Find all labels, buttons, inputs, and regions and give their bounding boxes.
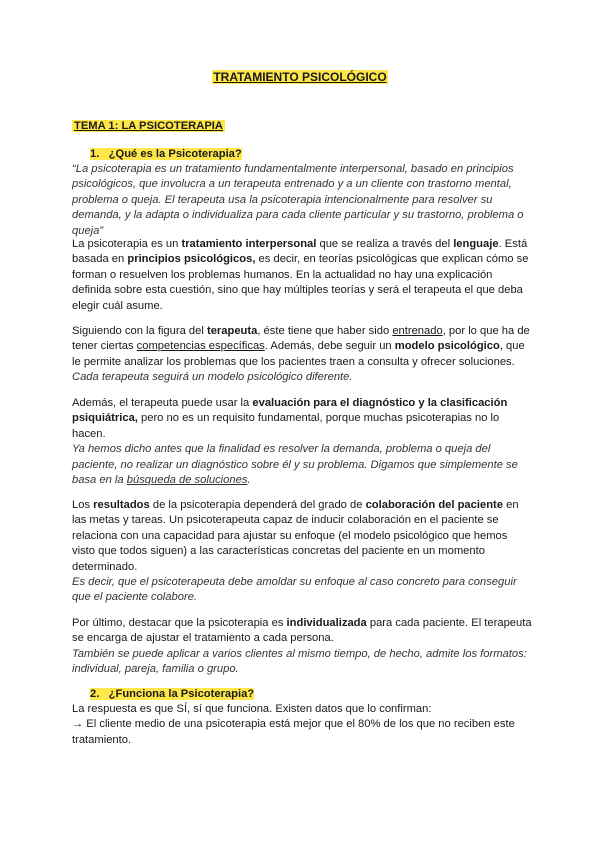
section-2-paragraph: La respuesta es que SÍ, sí que funciona. Existen datos que lo confirman: → El cliente medio de una psicoterapia está mejor que el 80% de los que no reciben este tratamiento. [72, 703, 515, 746]
section-2-heading: 2. ¿Funciona la Psicoterapia? [90, 688, 255, 700]
paragraph-3-note: Ya hemos dicho antes que la finalidad es resolver la demanda, problema o queja del paciente, no realizar un diagnóstico sobre él y su problema. Digamos que simplemente se basa en la búsqueda de soluciones. [72, 443, 518, 487]
definition-quote: “La psicoterapia es un tratamiento fundamentalmente interpersonal, basado en principios psicológicos, que involucra a un terapeuta entrenado y a un cliente con trastorno mental, problema o queja. El terapeuta usa la psicoterapia intencionalmente para resolver su demanda, y la adapta o individualiza para cada cliente particular y su trastorno, problema o queja” [72, 163, 524, 237]
paragraph-2-note: Cada terapeuta seguirá un modelo psicológico diferente. [72, 371, 353, 384]
paragraph-2: Siguiendo con la figura del terapeuta, éste tiene que haber sido entrenado, por lo que ha de tener ciertas competencias específicas. Además, debe seguir un modelo psicológico, que le permite analizar los problemas que los pacientes traen a consulta y ofrecer soluciones. Cada terapeuta seguirá un modelo psicológico diferente. [72, 325, 530, 384]
paragraph-5-note: También se puede aplicar a varios clientes al mismo tiempo, de hecho, admite los formatos: individual, pareja, familia o grupo. [72, 647, 527, 676]
paragraph-4: Los resultados de la psicoterapia dependerá del grado de colaboración del paciente en las metas y tareas. Un psicoterapeuta capaz de inducir colaboración en el paciente se relaciona con una capacidad para ajustar su enfoque (el modelo psicológico que hemos visto que todos siguen) a las características concretas del paciente en un momento determinado. Es decir, que el psicoterapeuta debe amoldar su enfoque al caso concreto para conseguir que el paciente colabore. [72, 499, 519, 604]
topic-heading: TEMA 1: LA PSICOTERAPIA [74, 120, 223, 132]
paragraph-4-note: Es decir, que el psicoterapeuta debe amoldar su enfoque al caso concreto para conseguir que el paciente colabore. [72, 576, 517, 604]
document-title: TRATAMIENTO PSICOLÓGICO [213, 70, 387, 84]
paragraph-1: La psicoterapia es un tratamiento interpersonal que se realiza a través del lenguaje. Está basada en principios psicológicos, es decir, en teorías psicológicas que explican cómo se forman o resuelven los problemas humanos. En la actualidad no hay una explicación definida sobre esta cuestión, sino que hay múltiples teorías y será el terapeuta el que deba elegir cuál asume. [72, 238, 529, 312]
section-2-fact: → El cliente medio de una psicoterapia está mejor que el 80% de los que no reciben este tratamiento. [72, 718, 515, 746]
paragraph-3: Además, el terapeuta puede usar la evaluación para el diagnóstico y la clasificación psiquiátrica, pero no es un requisito fundamental, porque muchas psicoterapias no lo hacen. Ya hemos dicho antes que la finalidad es resolver la demanda, problema o queja del paciente, no realizar un diagnóstico sobre él y su problema. Digamos que simplemente se basa en la búsqueda de soluciones. [72, 397, 518, 487]
paragraph-5: Por último, destacar que la psicoterapia es individualizada para cada paciente. El terapeuta se encarga de ajustar el tratamiento a cada persona. También se puede aplicar a varios clientes al mismo tiempo, de hecho, admite los formatos: individual, pareja, familia o grupo. [72, 617, 532, 676]
section-1-heading: 1. ¿Qué es la Psicoterapia? [90, 148, 242, 160]
